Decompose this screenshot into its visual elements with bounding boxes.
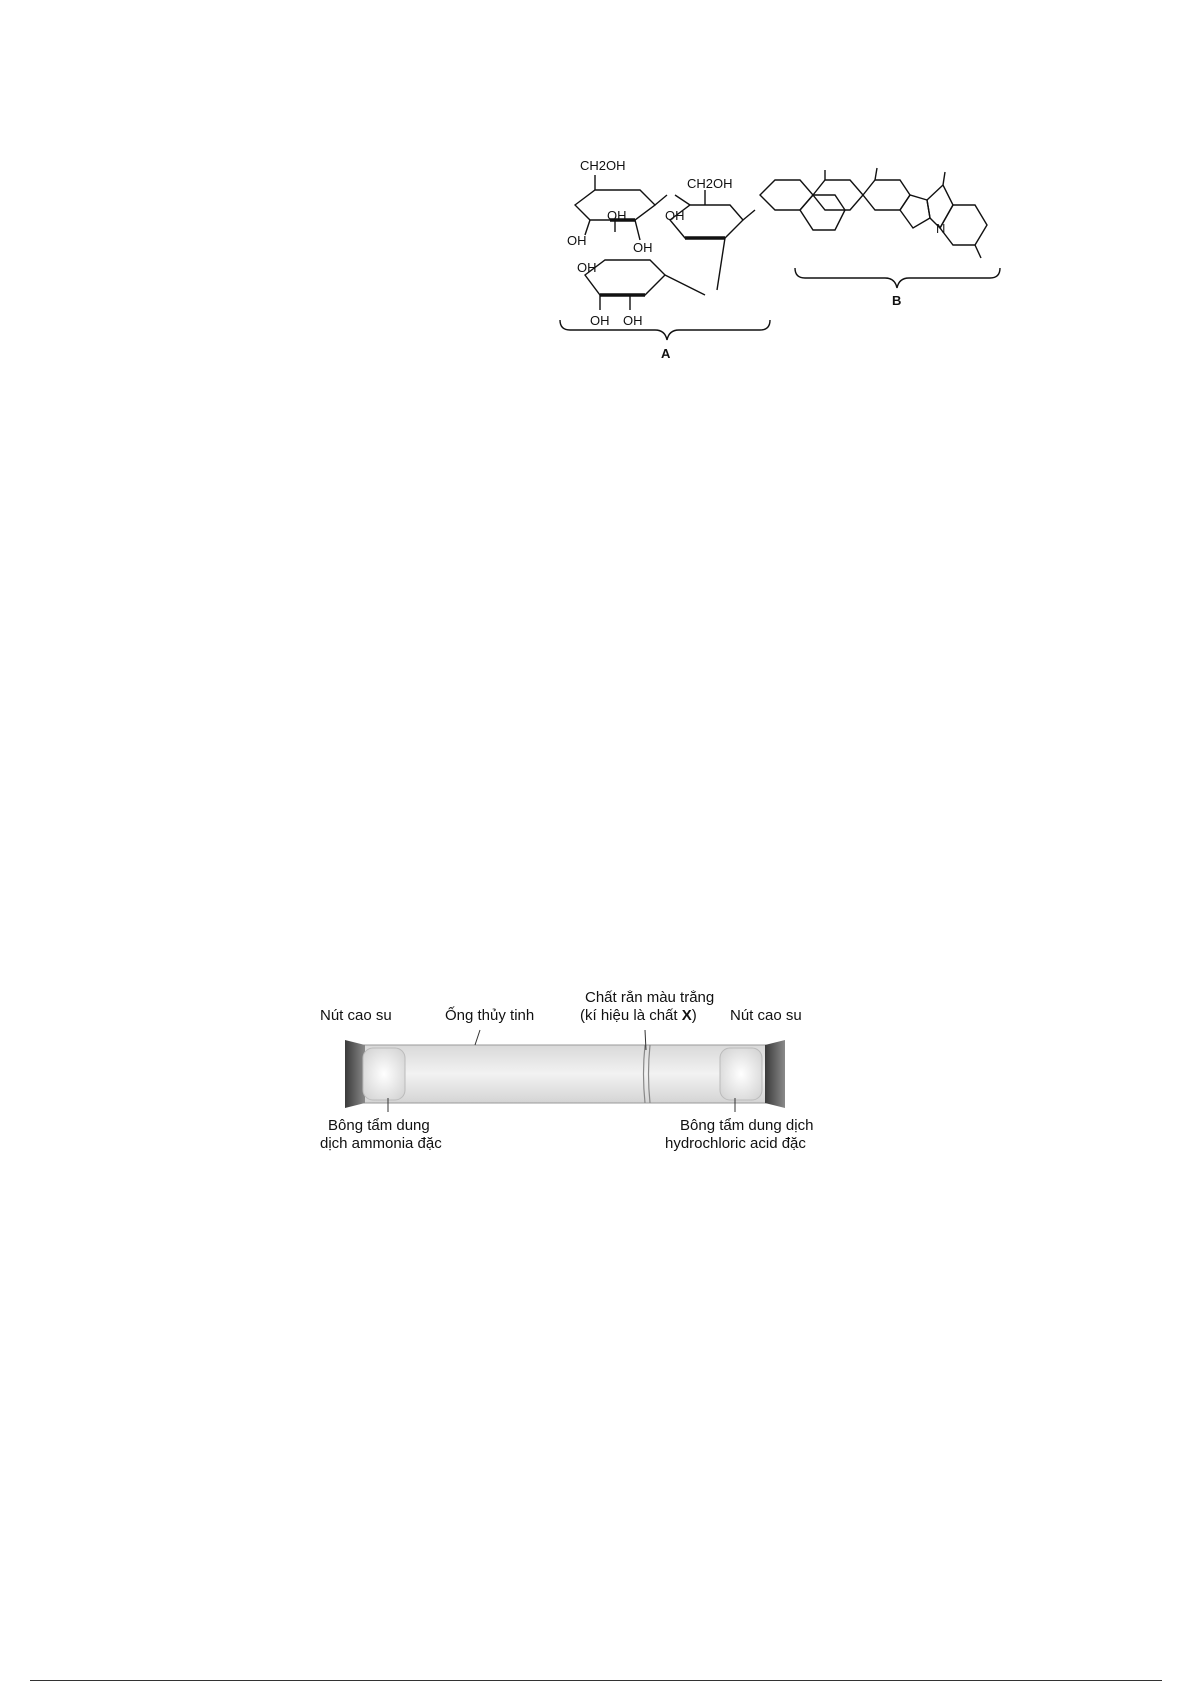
- brace-a-label: A: [661, 346, 671, 361]
- page-bottom-rule: [30, 1680, 1162, 1681]
- glass-tube: [360, 1045, 770, 1103]
- right-rubber-stopper: [765, 1040, 785, 1108]
- white-solid-label-line1: Chất rắn màu trắng: [585, 990, 715, 1006]
- oh-label: OH: [567, 233, 587, 248]
- oh-label: OH: [665, 208, 685, 223]
- left-stopper-label: Nút cao su: [320, 1007, 392, 1024]
- steroid-ring-e: [900, 195, 930, 228]
- left-cotton-label-line2: dịch ammonia đặc: [320, 1135, 442, 1152]
- glass-tube-label: Ống thủy tinh: [445, 1007, 535, 1024]
- left-cotton-label-line1: Bông tẩm dung: [328, 1117, 430, 1134]
- ch2oh-label-2: CH2OH: [687, 176, 733, 191]
- right-cotton-label-line1: Bông tẩm dung dịch: [680, 1117, 814, 1134]
- brace-b-label: B: [892, 293, 902, 308]
- oh-label: OH: [590, 313, 610, 328]
- right-cotton-plug: [720, 1048, 762, 1100]
- right-stopper-label: Nút cao su: [730, 1007, 802, 1024]
- molecule-structure-diagram: [555, 150, 1015, 400]
- right-cotton-label-line2: hydrochloric acid đặc: [665, 1135, 806, 1152]
- white-solid-label-line2: (kí hiệu là chất X): [580, 1007, 697, 1024]
- steroid-ring-a: [760, 180, 813, 210]
- steroid-ring-g: [940, 205, 987, 245]
- glass-tube-experiment-diagram: [320, 990, 880, 1190]
- nitrogen-label: N: [936, 221, 946, 236]
- oh-label: OH: [623, 313, 643, 328]
- sugar-ring-3: [585, 260, 665, 295]
- oh-label: OH: [607, 208, 627, 223]
- left-rubber-stopper: [345, 1040, 365, 1108]
- brace-b: [795, 268, 1000, 288]
- left-cotton-plug: [363, 1048, 405, 1100]
- oh-label: OH: [577, 260, 597, 275]
- ch2oh-label-1: CH2OH: [580, 158, 626, 173]
- oh-label: OH: [633, 240, 653, 255]
- steroid-ring-b: [800, 195, 845, 230]
